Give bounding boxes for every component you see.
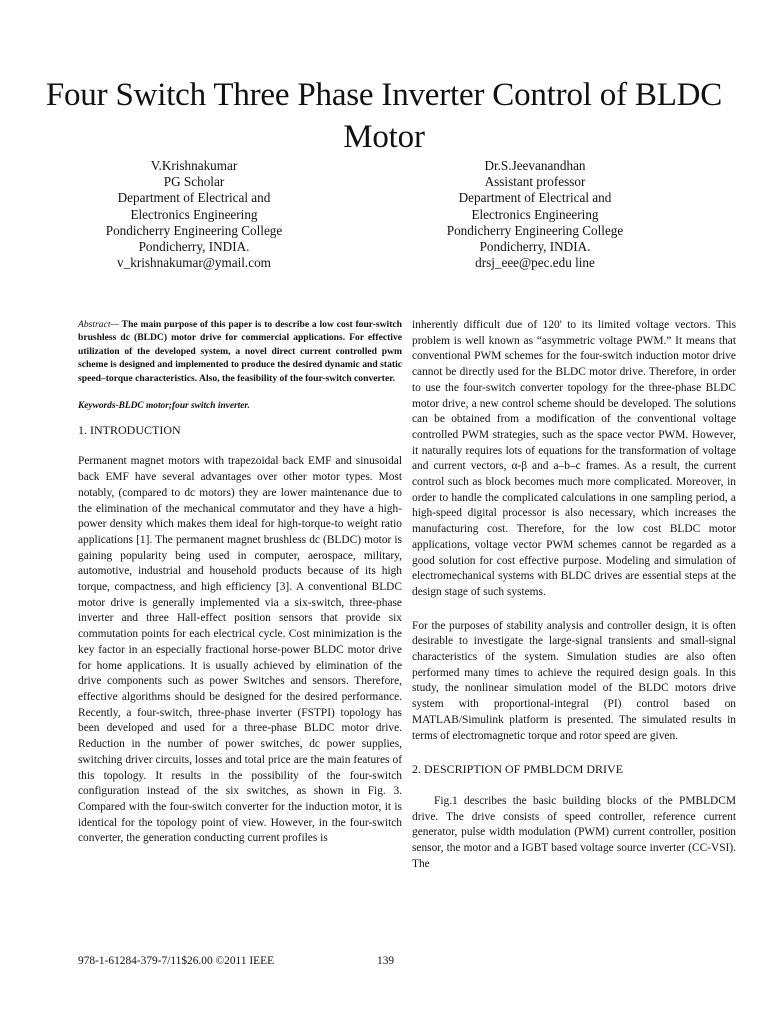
body-paragraph: inherently difficult due of 120' to its limited voltage vectors. This problem is well known as “asymmetric voltage PWM.” It means that conventional PWM schemes for the four-switch induction motor drive cannot be directly used for the BLDC motor drive. Therefore, in order to use the four-switch converter topology for the three-phase BLDC motor drive, a new control scheme should be developed. The solutions can be obtained from a modification of the conventional voltage controlled PWM strategies, such as the space vector PWM. However, it naturally requires lots of equations for the transformation of voltage and current vectors, α-β and a–b–c frames. As a result, the current control such as block becomes much more complicated. Moreover, in order to handle the complicated calculations in one sampling period, a high-speed digital processor is also necessary, which increases the manufacturing cost. Therefore, for the low cost BLDC motor applications, voltage vector PWM schemes cannot be regarded as a good solution for cost effective purpose. Modeling and simulation of electromechanical systems with BLDC drives are essential steps at the design stage of such systems. [412,319,736,598]
author-role: PG Scholar [163,174,225,190]
author-email: drsj_eee@pec.edu line [475,255,595,271]
author-name: V.Krishnakumar [150,158,238,173]
section-heading-drive: 2. DESCRIPTION OF PMBLDCM DRIVE [412,762,624,777]
author-location: Pondicherry, INDIA. [479,239,591,255]
author-college: Pondicherry Engineering College [105,222,283,238]
author-department-line2: Electronics Engineering [471,206,599,222]
introduction-paragraph: Permanent magnet motors with trapezoidal back EMF and sinusoidal back EMF have several advantages over other motor types. Most notably, (compared to dc motors) they are lower maintenance due to the elimination of the mechanical commutator and they have a high-power density which makes them ideal for high-torque-to weight ratio applications [1]. The permanent magnet brushless dc (BLDC) motor is gaining popularity being used in computer, aerospace, military, automotive, industrial and household products because of its high torque, compactness, and high efficiency [3]. A conventional BLDC motor drive is generally implemented via a six-switch, three-phase inverter and three Hall-effect position sensors that provide six commutation points for each electrical cycle. Cost minimization is the key factor in an especially fractional horse-power BLDC motor drive for home applications. It is usually achieved by elimination of the drive components such as power Switches and sensors. Therefore, effective algorithms should be designed for the desired performance. Recently, a four-switch, three-phase inverter (FSTPI) topology has been developed and used for a three-phase BLDC motor drive. Reduction in the number of power switches, dc power supplies, switching driver circuits, losses and total price are the main features of this topology. It results in the possibility of the four-switch configuration instead of the six switches, as shown in Fig. 3. Compared with the four-switch converter for the induction motor, it is identical for the topology point of view. However, in the four-switch converter, the generation conducting current profiles is [78,455,402,845]
abstract [78,318,402,385]
author-block-1 [44,158,344,271]
body-paragraph: For the purposes of stability analysis and controller design, it is often desirable to investigate the large-signal transients and small-signal characteristics of the system. Simulation studies are also often performed many times to achieve the required design goals. In this study, the nonlinear simulation model of the BLDC motors drive system with proportional-integral (PI) control based on MATLAB/Simulink platform is presented. The simulated results in terms of electromagnetic torque and rotor speed are given. [412,619,736,742]
footer-copyright: 978-1-61284-379-7/11$26.00 ©2011 IEEE [78,955,275,967]
abstract-text: The main purpose of this paper is to describe a low cost four-switch brushless dc (BLDC) motor drive for commercial applications. For effective utilization of the developed system, a novel direct current controlled pwm scheme is designed and implemented to produce the desired dynamic and static speed–torque characteristics. Also, the feasibility of the four-switch converter. [78,319,402,384]
author-department-line2: Electronics Engineering [130,206,258,222]
author-department: Department of Electrical and [458,190,612,206]
left-column [78,318,402,847]
author-role: Assistant professor [484,174,586,190]
author-block-2 [385,158,685,271]
author-department: Department of Electrical and [117,190,271,206]
author-email: v_krishnakumar@ymail.com [117,255,271,271]
page-number: 139 [377,955,395,967]
author-location: Pondicherry, INDIA. [138,239,250,255]
abstract-label: Abstract— [78,319,120,330]
keywords: Keywords-BLDC motor;four switch inverter. [78,401,250,412]
section-heading-introduction: 1. INTRODUCTION [78,422,181,437]
right-column [412,318,736,873]
author-name: Dr.S.Jeevanandhan [484,158,586,173]
body-paragraph: Fig.1 describes the basic building blocks of the PMBLDCM drive. The drive consists of speed controller, reference current generator, pulse width modulation (PWM) current controller, position sensor, the motor and a IGBT based voltage source inverter (CC-VSI). The [412,794,736,870]
paper-title: Four Switch Three Phase Inverter Control of BLDC Motor [45,77,723,155]
author-college: Pondicherry Engineering College [446,222,624,238]
